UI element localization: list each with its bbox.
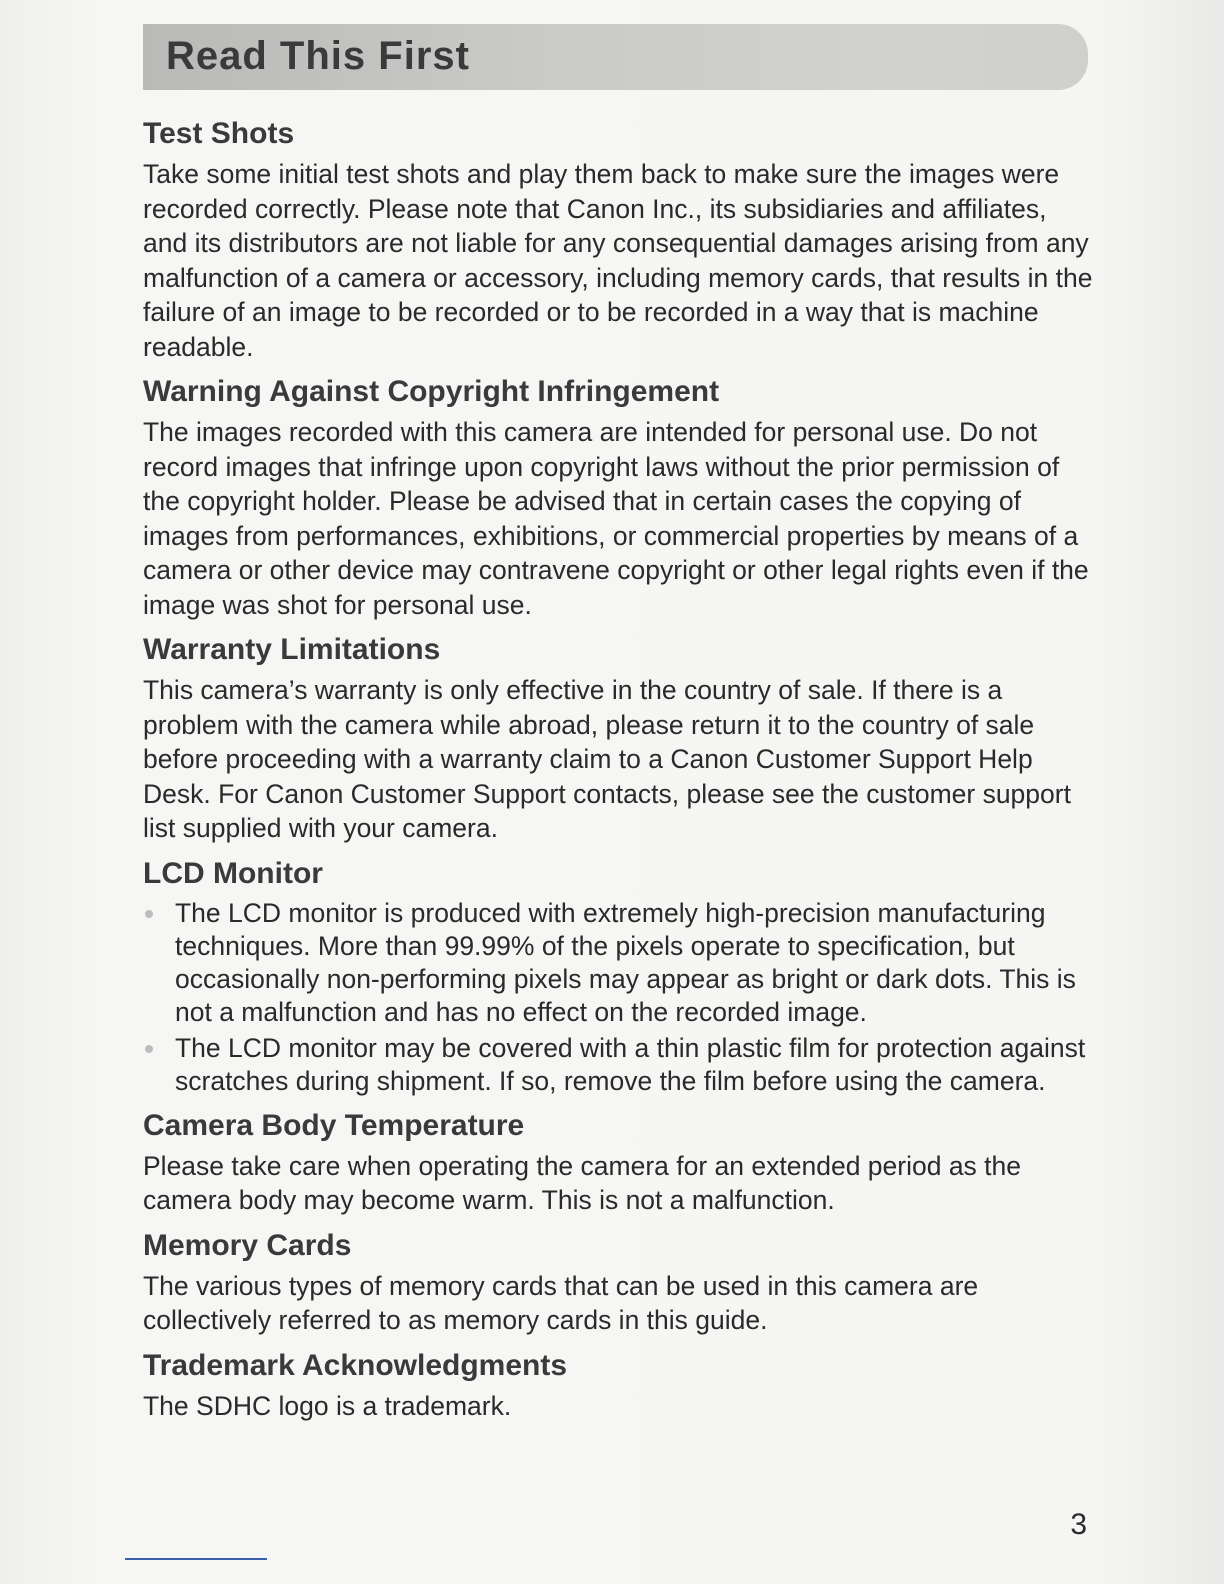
title-banner	[143, 24, 1088, 90]
section-memory-cards	[143, 1228, 1093, 1338]
section-heading: Memory Cards	[143, 1228, 352, 1262]
section-body: The SDHC logo is a trademark.	[143, 1390, 512, 1421]
section-body: Please take care when operating the camera for an extended period as the camera body may become warm. This is not a malfunction.	[143, 1150, 1022, 1215]
section-camera-body-temperature	[143, 1108, 1093, 1218]
list-item-text: The LCD monitor may be covered with a thin plastic film for protection against scratches during shipment. If so, remove the film before using the camera.	[175, 1032, 1086, 1096]
page-content	[143, 116, 1093, 1433]
page-number: 3	[1070, 1508, 1087, 1541]
section-body: Take some initial test shots and play them back to make sure the images were recorded correctly. Please note that Canon Inc., its subsidiaries and affiliates, and its distributors are not liable for any consequential damages arising from any malfunction of a camera or accessory, including memory cards, that results in the failure of an image to be recorded or to be recorded in a way that is machine readable.	[143, 159, 1093, 362]
section-heading: Camera Body Temperature	[143, 1108, 525, 1142]
section-test-shots	[143, 116, 1093, 364]
bullet-list	[143, 897, 1093, 1098]
section-warranty-limitations	[143, 632, 1093, 846]
section-copyright-warning	[143, 374, 1093, 622]
section-heading: Test Shots	[143, 117, 295, 150]
section-body: The various types of memory cards that can be used in this camera are collectively referred to as memory cards in this guide.	[143, 1270, 979, 1335]
section-trademark-acknowledgments	[143, 1348, 1093, 1424]
section-body: The images recorded with this camera are intended for personal use. Do not record images that infringe upon copyright laws without the prior permission of the copyright holder. Please be advised that in certain cases the copying of images from performances, exhibitions, or commercial properties by means of a camera or other device may contravene copyright or other legal rights even if the image was shot for personal use.	[143, 417, 1089, 620]
page-title: Read This First	[166, 34, 470, 78]
list-item-text: The LCD monitor is produced with extremely high-precision manufacturing techniques. More than 99.99% of the pixels operate to specification, but occasionally non-performing pixels may appear as bright or dark dots. This is not a malfunction and has no effect on the recorded image.	[175, 897, 1076, 1027]
section-lcd-monitor	[143, 856, 1093, 1098]
section-heading: Warranty Limitations	[143, 633, 441, 666]
section-body: This camera’s warranty is only effective in the country of sale. If there is a problem with the camera while abroad, please return it to the country of sale before proceeding with a warranty claim to a Canon Customer Support Help Desk. For Canon Customer Support contacts, please see the customer support list supplied with your camera.	[143, 675, 1071, 843]
footer-underline	[125, 1558, 267, 1560]
list-item	[143, 897, 1093, 1029]
bullet-dot-icon	[145, 1045, 153, 1053]
section-heading: Trademark Acknowledgments	[143, 1348, 568, 1382]
list-item	[143, 1032, 1093, 1098]
section-heading: Warning Against Copyright Infringement	[143, 375, 720, 408]
section-heading: LCD Monitor	[143, 856, 323, 890]
bullet-dot-icon	[145, 910, 153, 918]
